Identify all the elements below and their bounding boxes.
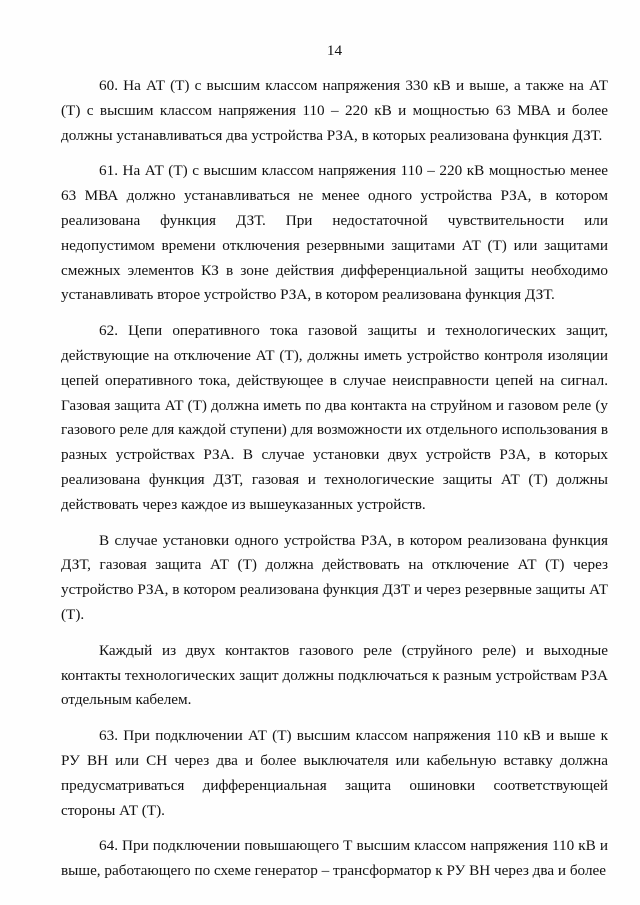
paragraph-60: 60. На АТ (Т) с высшим классом напряжения 330 кВ и выше, а также на АТ (Т) с высшим классом напряжения 110 – 220 кВ и мощностью 63 МВА и более должны устанавливаться два устройства РЗА, в которых реализована функция ДЗТ. [61,77,608,144]
paragraph-62: 62. Цепи оперативного тока газовой защиты и технологических защит, действующие на отключение АТ (Т), должны иметь устройство контроля изоляции цепей оперативного тока, действующее в случае неисправности цепей на сигнал. Газовая защита АТ (Т) должна иметь по два контакта на струйном и газовом реле (у газового реле для каждой ступени) для возможности их отдельного использования в разных устройствах РЗА. В случае установки двух устройств РЗА, в которых реализована функция ДЗТ, газовая и технологические защиты АТ (Т) должны действовать через каждое из вышеуказанных устройств. [61,322,608,513]
paragraph-63: 63. При подключении АТ (Т) высшим классом напряжения 110 кВ и выше к РУ ВН или СН через два и более выключателя или кабельную вставку должна предусматриваться дифференциальная защита ошиновки соответствующей стороны АТ (Т). [61,727,608,819]
paragraph-62-single-device: В случае установки одного устройства РЗА, в котором реализована функция ДЗТ, газовая защита АТ (Т) должна действовать на отключение АТ (Т) через устройство РЗА, в котором реализована функция ДЗТ и через резервные защиты АТ (Т). [61,531,608,623]
paragraph-64: 64. При подключении повышающего Т высшим классом напряжения 110 кВ и выше, работающего по схеме генератор – трансформатор к РУ ВН через два и более [61,837,608,880]
page-number: 14 [326,42,343,59]
paragraph-61: 61. На АТ (Т) с высшим классом напряжения 110 – 220 кВ мощностью менее 63 МВА должно устанавливаться не менее одного устройства РЗА, в котором реализована функция ДЗТ. При недостаточной чувствительности или недопустимом времени отключения резервными защитами АТ (Т) или защитами смежных элементов КЗ в зоне действия дифференциальной защиты необходимо устанавливать второе устройство РЗА, в котором реализована функция ДЗТ. [61,162,608,304]
paragraph-62-contacts: Каждый из двух контактов газового реле (струйного реле) и выходные контакты технологических защит должны подключаться к разным устройствам РЗА отдельным кабелем. [61,641,608,709]
